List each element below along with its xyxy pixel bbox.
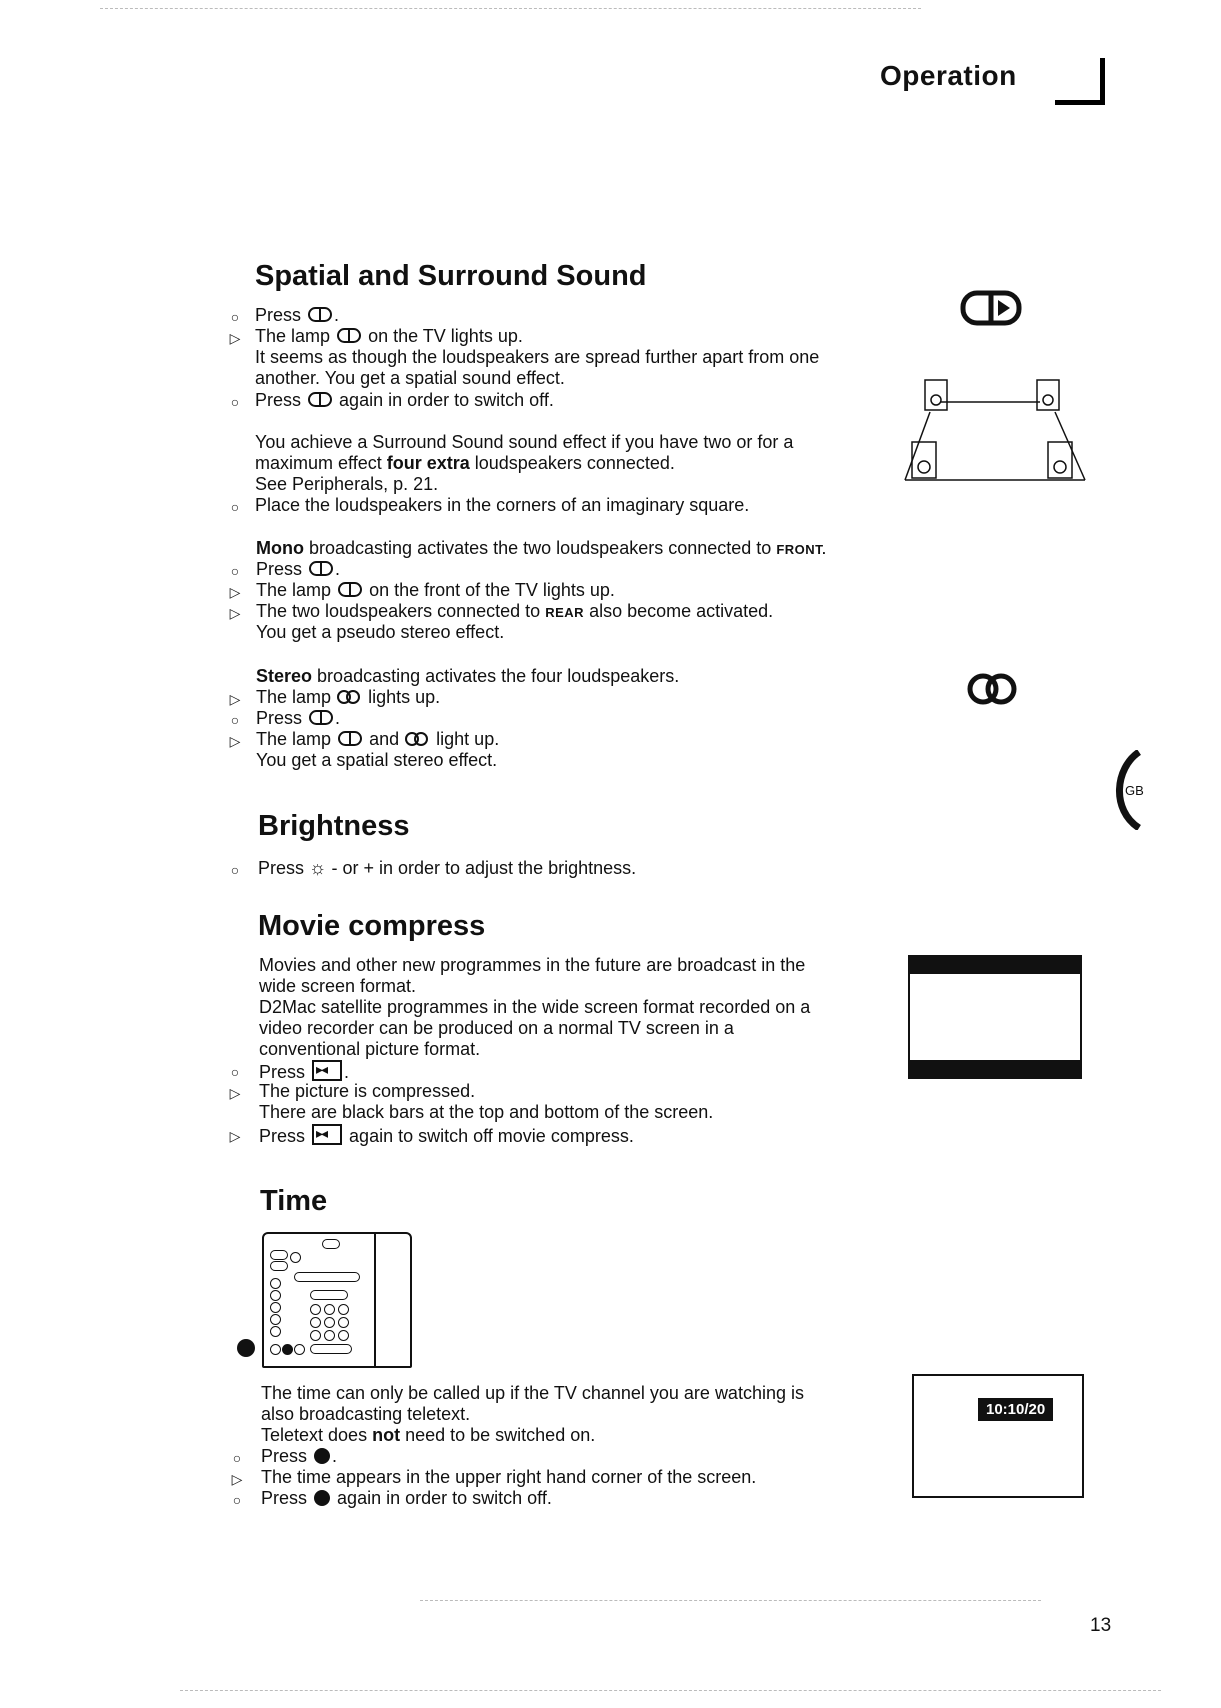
movie-compress-screen — [908, 955, 1082, 1079]
time-display-screen — [912, 1374, 1084, 1498]
remote-button — [270, 1250, 288, 1260]
result-icon: ▷ — [229, 584, 241, 600]
remote-button — [282, 1344, 293, 1355]
stereo-line-1: Stereo broadcasting activates the four loudspeakers. — [256, 666, 680, 686]
spatial-sound-icon — [338, 731, 362, 746]
spatial-sound-icon — [309, 710, 333, 725]
spatial-sound-large-icon — [960, 290, 1022, 326]
spatial-line-5: Press again in order to switch off. — [255, 390, 554, 410]
stereo-line-2: The lamp lights up. — [256, 687, 441, 707]
movie-line-2: wide screen format. — [259, 976, 417, 996]
brightness-icon: ☼ — [309, 858, 327, 879]
result-icon: ▷ — [229, 330, 241, 346]
bullet-icon: ○ — [230, 862, 240, 878]
scan-line-footer — [180, 1690, 1161, 1691]
spatial-line-3: It seems as though the loudspeakers are spread further apart from one — [255, 347, 820, 367]
remote-button — [270, 1261, 288, 1271]
surround-para-4: Place the loudspeakers in the corners of an imaginary square. — [255, 495, 750, 515]
movie-line-1: Movies and other new programmes in the future are broadcast in the — [259, 955, 806, 975]
bullet-icon: ○ — [232, 1450, 242, 1466]
mono-line-5: You get a pseudo stereo effect. — [256, 622, 505, 642]
heading-movie-compress: Movie compress — [258, 910, 486, 942]
bullet-icon: ○ — [230, 563, 240, 579]
header-corner-bar — [1055, 100, 1105, 105]
remote-button — [270, 1344, 281, 1355]
spatial-line-2: The lamp on the TV lights up. — [255, 326, 523, 346]
bullet-icon: ○ — [232, 1492, 242, 1508]
mono-line-3: The lamp on the front of the TV lights up. — [256, 580, 615, 600]
remote-side-panel — [374, 1234, 410, 1366]
movie-line-5: conventional picture format. — [259, 1039, 481, 1059]
bullet-icon: ○ — [230, 309, 240, 325]
remote-button — [294, 1344, 305, 1355]
remote-button — [310, 1330, 321, 1341]
result-icon: ▷ — [229, 733, 241, 749]
spatial-sound-icon — [308, 392, 332, 407]
time-line-3: Teletext does not need to be switched on. — [261, 1425, 596, 1445]
result-icon: ▷ — [229, 1085, 241, 1101]
stereo-line-3: Press . — [256, 708, 341, 728]
clock-button-icon — [237, 1339, 255, 1357]
clock-icon — [314, 1448, 330, 1464]
mono-line-4: The two loudspeakers connected to REAR also become activated. — [256, 601, 774, 621]
movie-compress-icon — [312, 1124, 342, 1145]
stereo-large-icon — [966, 672, 1018, 706]
page-header-title: Operation — [880, 60, 1017, 91]
surround-para-2: maximum effect four extra loudspeakers connected. — [255, 453, 675, 473]
remote-button — [310, 1304, 321, 1315]
spatial-sound-icon — [337, 328, 361, 343]
time-line-6: Press again in order to switch off. — [261, 1488, 552, 1508]
result-icon: ▷ — [229, 691, 241, 707]
remote-button — [270, 1326, 281, 1337]
remote-button — [290, 1252, 301, 1263]
brightness-line-1: Press ☼ - or + in order to adjust the brightness. — [258, 858, 637, 879]
spatial-sound-icon — [338, 582, 362, 597]
surround-para-1: You achieve a Surround Sound sound effect if you have two or for a — [255, 432, 794, 452]
spatial-sound-icon — [308, 307, 332, 322]
surround-para-3: See Peripherals, p. 21. — [255, 474, 439, 494]
scan-line-top — [100, 8, 921, 9]
time-line-5: The time appears in the upper right hand corner of the screen. — [261, 1467, 757, 1487]
remote-button — [338, 1317, 349, 1328]
remote-button — [310, 1290, 348, 1300]
remote-button — [338, 1304, 349, 1315]
movie-line-8: There are black bars at the top and bottom of the screen. — [259, 1102, 714, 1122]
stereo-line-4: The lamp and light up. — [256, 729, 500, 749]
gb-tab-label: GB — [1125, 783, 1144, 798]
time-line-1: The time can only be called up if the TV channel you are watching is — [261, 1383, 804, 1403]
language-tab-gb — [1105, 750, 1145, 830]
remote-button — [270, 1302, 281, 1313]
bullet-icon: ○ — [230, 499, 240, 515]
heading-time: Time — [260, 1185, 328, 1217]
stereo-line-5: You get a spatial stereo effect. — [256, 750, 498, 770]
spatial-line-1: Press . — [255, 305, 340, 325]
page-number: 13 — [1090, 1615, 1112, 1636]
bullet-icon: ○ — [230, 394, 240, 410]
remote-button — [324, 1317, 335, 1328]
remote-button — [322, 1239, 340, 1249]
heading-spatial: Spatial and Surround Sound — [255, 260, 647, 292]
time-readout: 10:10/20 — [978, 1398, 1053, 1421]
letterbox-bar-top — [910, 957, 1080, 974]
result-icon: ▷ — [231, 1471, 243, 1487]
remote-control-diagram — [262, 1232, 412, 1368]
result-icon: ▷ — [229, 1128, 241, 1144]
letterbox-bar-bottom — [910, 1060, 1080, 1077]
remote-button — [270, 1314, 281, 1325]
movie-line-3: D2Mac satellite programmes in the wide screen format recorded on a — [259, 997, 811, 1017]
bullet-icon: ○ — [230, 1064, 240, 1080]
heading-brightness: Brightness — [258, 810, 410, 842]
remote-button — [310, 1317, 321, 1328]
movie-line-7: The picture is compressed. — [259, 1081, 476, 1101]
result-icon: ▷ — [229, 605, 241, 621]
remote-button — [270, 1290, 281, 1301]
header-corner-mark — [1100, 58, 1105, 105]
speaker-layout-diagram — [900, 372, 1090, 487]
bullet-icon: ○ — [230, 712, 240, 728]
movie-line-4: video recorder can be produced on a normal TV screen in a — [259, 1018, 734, 1038]
remote-button — [310, 1344, 352, 1354]
clock-icon — [314, 1490, 330, 1506]
movie-line-9: Press ▸◂ again to switch off movie compress. — [259, 1124, 634, 1147]
scan-line-bottom — [420, 1600, 1041, 1601]
remote-button — [324, 1330, 335, 1341]
mono-line-1: Mono broadcasting activates the two loudspeakers connected to FRONT. — [256, 538, 827, 558]
mono-line-2: Press . — [256, 559, 341, 579]
speaker-icon — [912, 380, 1072, 478]
remote-button — [270, 1278, 281, 1289]
remote-button — [324, 1304, 335, 1315]
remote-button — [294, 1272, 360, 1282]
time-line-4: Press . — [261, 1446, 338, 1466]
movie-compress-icon — [312, 1060, 342, 1081]
spatial-sound-icon — [309, 561, 333, 576]
movie-line-6: Press ▸◂ . — [259, 1060, 349, 1083]
time-line-2: also broadcasting teletext. — [261, 1404, 471, 1424]
remote-button — [338, 1330, 349, 1341]
spatial-line-4: another. You get a spatial sound effect. — [255, 368, 565, 388]
